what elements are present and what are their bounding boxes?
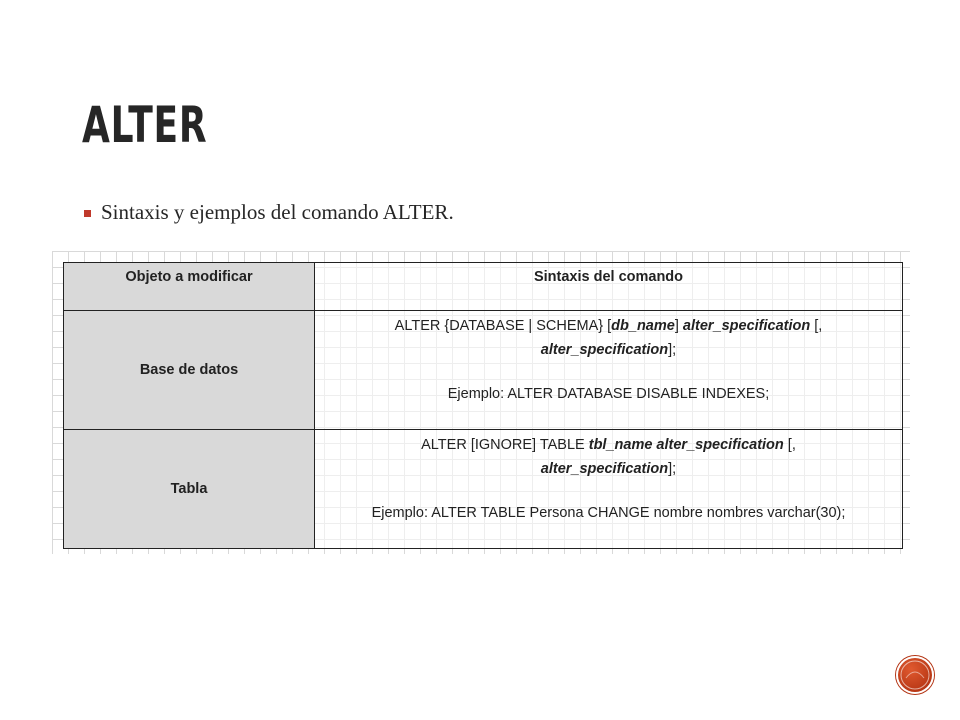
syntax-fragment: ] [674,318,683,334]
header-syntax: Sintaxis del comando [315,263,903,311]
syntax-table [63,262,903,549]
square-bullet-icon [84,210,91,217]
slide-title: ALTER [82,96,208,154]
navigation-circle-glyph [896,656,934,694]
syntax-text [315,314,902,362]
syntax-param: alter_specification [540,342,669,358]
syntax-text [315,433,902,481]
header-object: Objeto a modificar [64,263,315,311]
syntax-param: tbl_name alter_specification [588,437,784,453]
syntax-fragment: ALTER {DATABASE | SCHEMA} [ [394,318,612,334]
syntax-fragment: [, [783,437,796,453]
navigation-circle-icon[interactable] [896,656,934,694]
table-header-row [64,263,903,311]
syntax-fragment: ]; [668,342,677,358]
example-text: Ejemplo: ALTER DATABASE DISABLE INDEXES; [447,386,770,402]
syntax-cell [315,311,903,430]
bullet-text: Sintaxis y ejemplos del comando ALTER. [101,200,454,224]
object-cell: Tabla [64,430,315,549]
syntax-fragment: [, [810,318,823,334]
object-cell: Base de datos [64,311,315,430]
bullet-item [84,200,454,225]
syntax-fragment: ]; [668,461,677,477]
syntax-cell [315,430,903,549]
table-row [64,311,903,430]
syntax-fragment: ALTER [IGNORE] TABLE [421,437,589,453]
syntax-param: db_name [611,318,675,334]
table-row [64,430,903,549]
example-text: Ejemplo: ALTER TABLE Persona CHANGE nombre nombres varchar(30); [371,505,846,521]
syntax-param: alter_specification [682,318,811,334]
syntax-param: alter_specification [540,461,669,477]
